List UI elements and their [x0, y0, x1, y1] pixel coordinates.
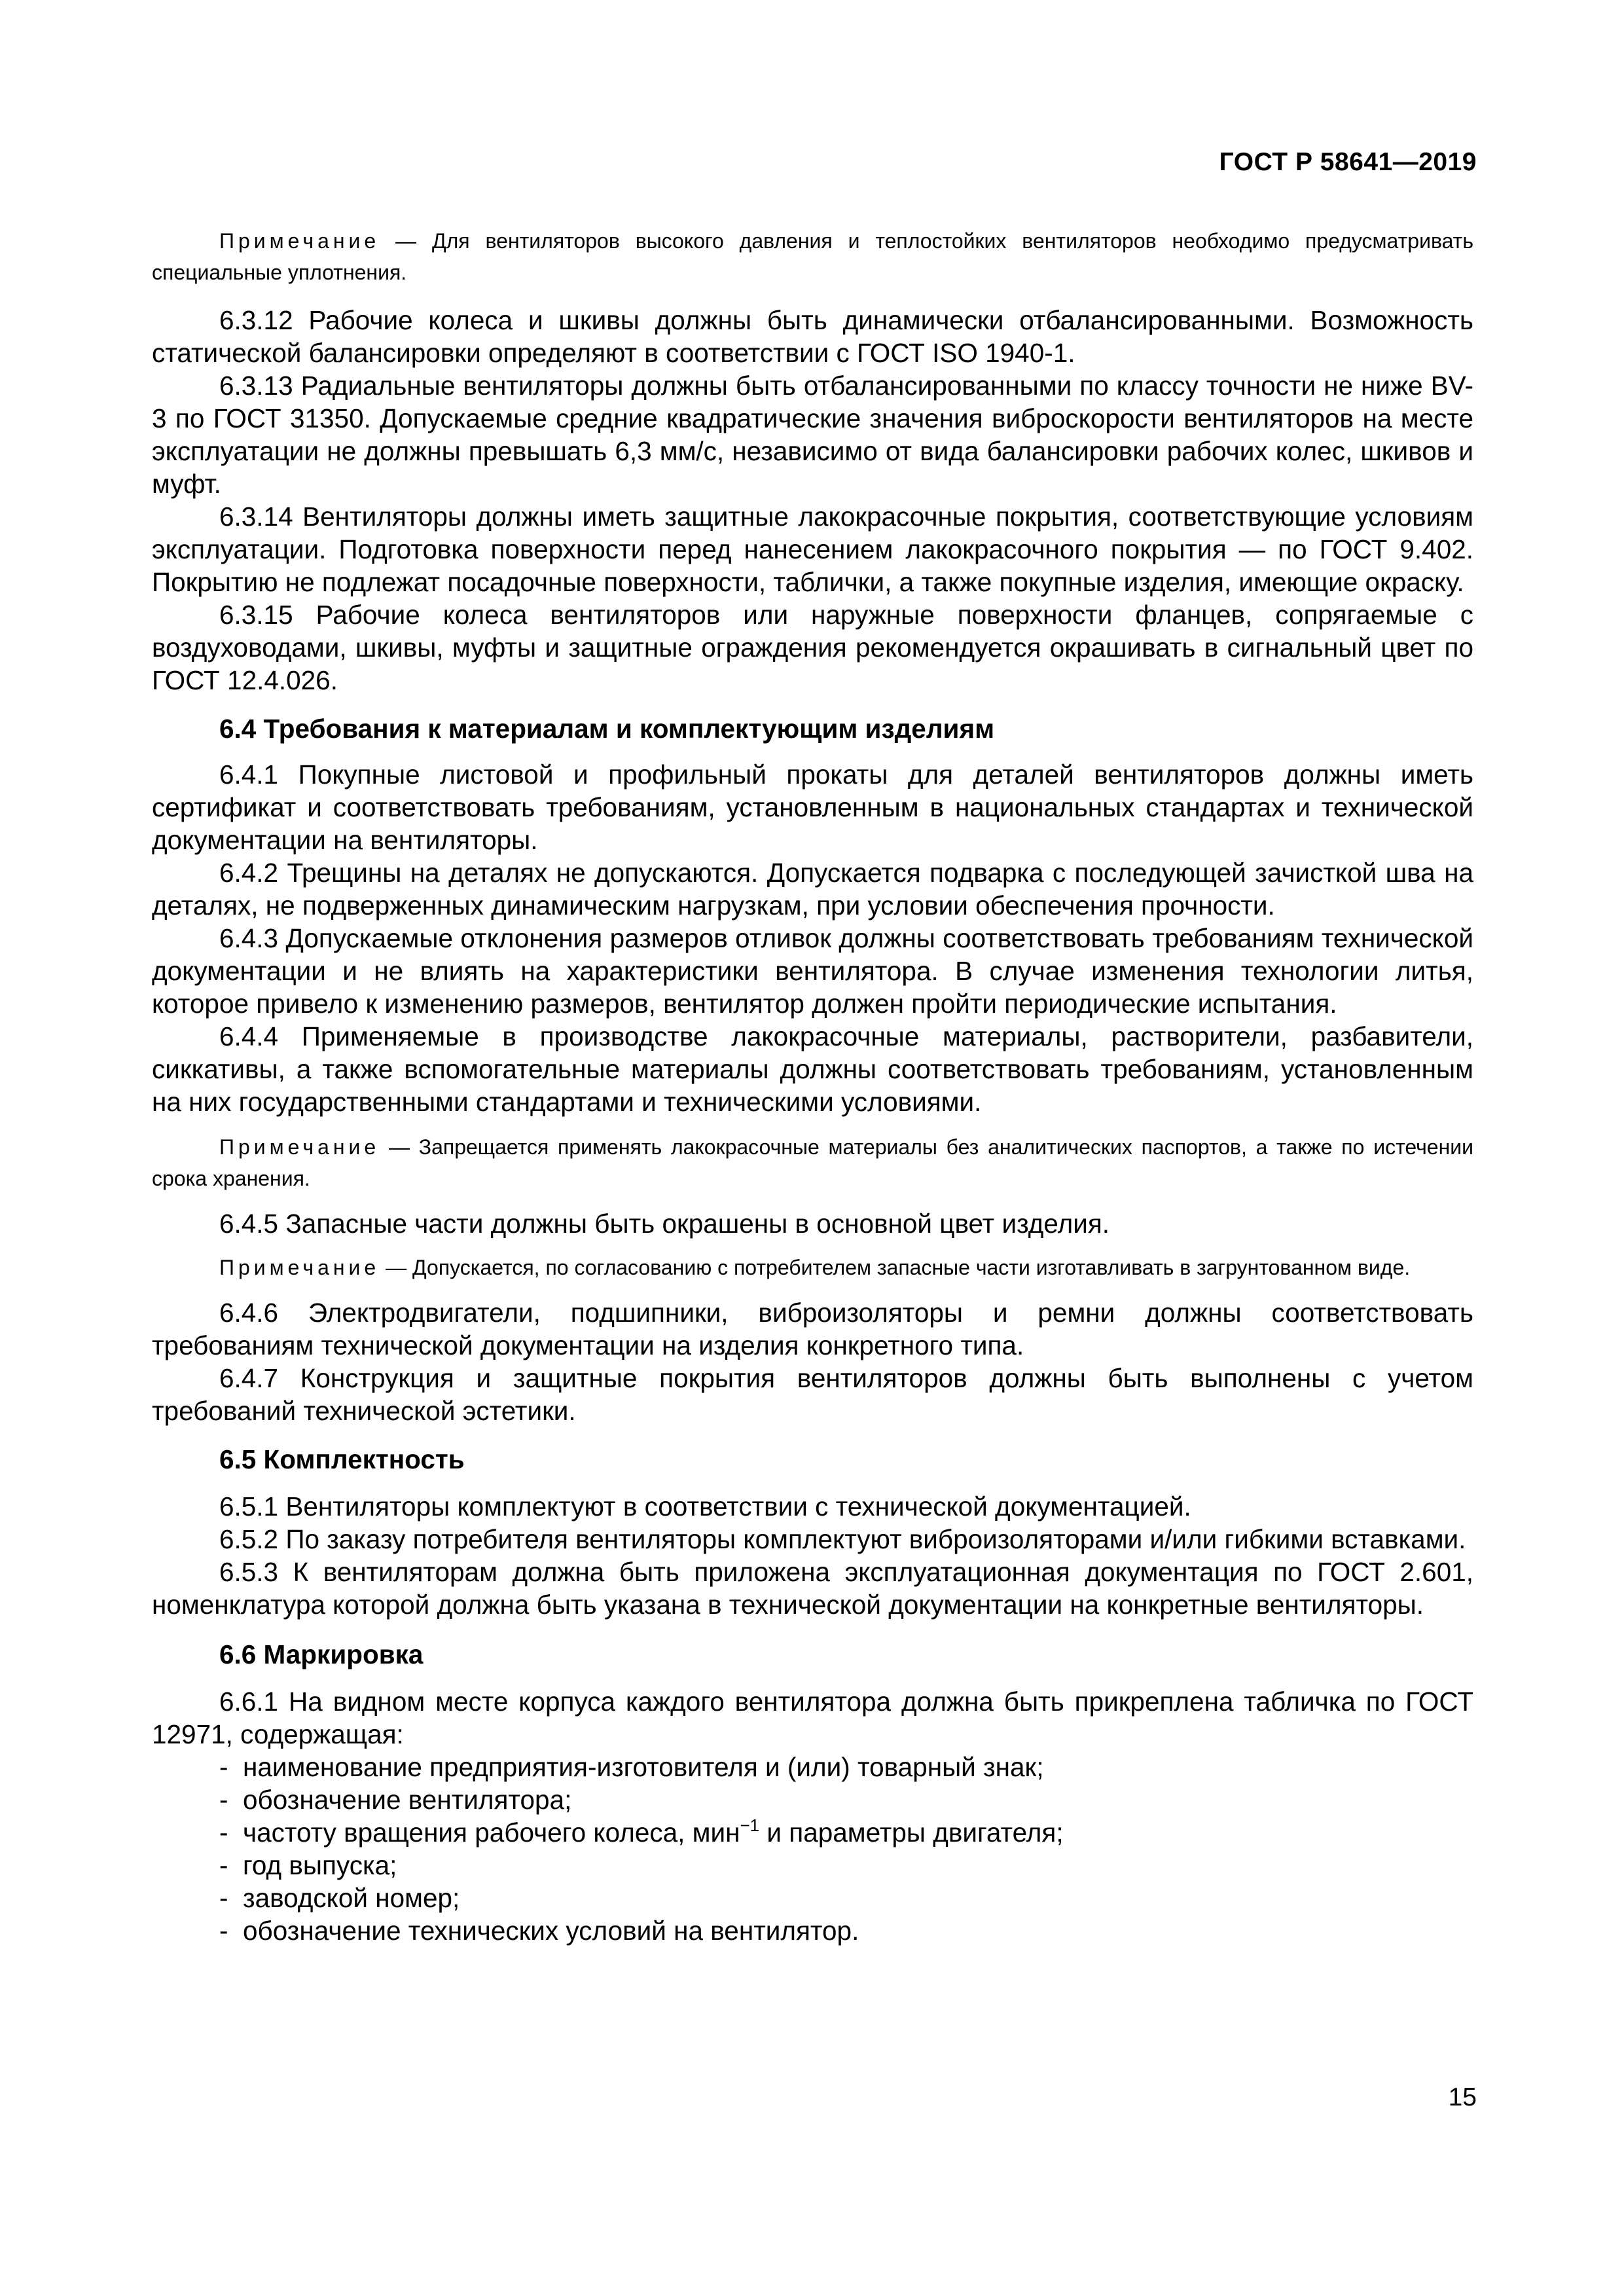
list-item [152, 1914, 1473, 1947]
body-paragraph: 6.3.15 Рабочие колеса вентиляторов или наружные поверхности фланцев, сопрягаемые с воздуховодами, шкивы, муфты и защитные ограждения рекомендуется окрашивать в сигнальный цвет по ГОСТ 12.4.026. [152, 600, 1473, 695]
list-item-text: обозначение технических условий на вентилятор. [243, 1916, 859, 1946]
body-paragraph: 6.5.2 По заказу потребителя вентиляторы комплектуют виброизоляторами и/или гибкими вставками. [219, 1524, 1466, 1554]
list-dash: - [219, 1883, 228, 1913]
list-item [152, 1751, 1473, 1783]
section-heading: 6.5 Комплектность [219, 1444, 465, 1474]
note-paragraph [152, 1252, 1473, 1283]
list-dash: - [219, 1916, 228, 1946]
body-paragraph: 6.3.13 Радиальные вентиляторы должны быть отбалансированными по классу точности не ниже BV-3 по ГОСТ 31350. Допускаемые средние квадратические значения виброскорости вентиляторов на месте эксплуатации не должны превышать 6,3 мм/с, независимо от вида балансировки рабочих колес, шкивов и муфт. [152, 371, 1473, 499]
note-text: — Для вентиляторов высокого давления и теплостойких вентиляторов необходимо предусматривать специальные уплотнения. [152, 229, 1473, 284]
note-text: — Запрещается применять лакокрасочные материалы без аналитических паспортов, а также по истечении срока хранения. [152, 1135, 1473, 1190]
list-item [152, 1882, 1473, 1914]
superscript: −1 [740, 1815, 760, 1835]
note-label: Примечание [219, 1135, 380, 1159]
body-paragraph: 6.3.14 Вентиляторы должны иметь защитные лакокрасочные покрытия, соответствующие условиям эксплуатации. Подготовка поверхности перед нанесением лакокрасочного покрытия — по ГОСТ 9.402. Покрытию не подлежат посадочные поверхности, таблички, а также покупные изделия, имеющие окраску. [152, 501, 1473, 597]
list-item-text: обозначение вентилятора; [243, 1785, 572, 1815]
list-item-text: частоту вращения рабочего колеса, мин [243, 1817, 740, 1848]
list-dash: - [219, 1785, 228, 1815]
note-paragraph [152, 225, 1473, 288]
list-dash: - [219, 1817, 228, 1848]
section-heading: 6.4 Требования к материалам и комплектующим изделиям [219, 714, 995, 744]
note-label: Примечание [219, 1256, 380, 1279]
page-number: 15 [1448, 2083, 1477, 2111]
body-paragraph: 6.6.1 На видном месте корпуса каждого вентилятора должна быть прикреплена табличка по ГОСТ 12971, содержащая: [152, 1686, 1473, 1749]
note-text: — Допускается, по согласованию с потребителем запасные части изготавливать в загрунтованном виде. [380, 1256, 1411, 1279]
list-item [152, 1849, 1473, 1882]
list-item-text: заводской номер; [243, 1883, 460, 1913]
body-paragraph: 6.4.6 Электродвигатели, подшипники, виброизоляторы и ремни должны соответствовать требованиям технической документации на изделия конкретного типа. [152, 1298, 1473, 1360]
list-dash: - [219, 1850, 228, 1880]
note-label: Примечание [219, 229, 380, 253]
body-paragraph: 6.4.4 Применяемые в производстве лакокрасочные материалы, растворители, разбавители, сиккативы, а также вспомогательные материалы должны соответствовать требованиям, установленным на них государственными стандартами и техническими условиями. [152, 1021, 1473, 1117]
list-item-tail: и параметры двигателя; [759, 1817, 1064, 1848]
body-paragraph: 6.4.2 Трещины на деталях не допускаются. Допускается подварка с последующей зачисткой шва на деталях, не подверженных динамическим нагрузкам, при условии обеспечения прочности. [152, 858, 1473, 920]
section-heading: 6.6 Маркировка [219, 1639, 424, 1669]
body-paragraph: 6.5.1 Вентиляторы комплектуют в соответствии с технической документацией. [219, 1491, 1191, 1522]
list-item [152, 1816, 1473, 1849]
list-item [152, 1783, 1473, 1816]
body-paragraph: 6.4.3 Допускаемые отклонения размеров отливок должны соответствовать требованиям технической документации и не влиять на характеристики вентилятора. В случае изменения технологии литья, которое привело к изменению размеров, вентилятор должен пройти периодические испытания. [152, 923, 1473, 1019]
body-paragraph: 6.4.5 Запасные части должны быть окрашены в основной цвет изделия. [219, 1209, 1110, 1239]
list-dash: - [219, 1752, 228, 1782]
list-item-text: наименование предприятия-изготовителя и (или) товарный знак; [243, 1752, 1044, 1782]
document-header: ГОСТ Р 58641—2019 [1219, 148, 1477, 176]
list-item-text: год выпуска; [243, 1850, 397, 1880]
document-body [152, 225, 1473, 1947]
body-paragraph: 6.5.3 К вентиляторам должна быть приложена эксплуатационная документация по ГОСТ 2.601, номенклатура которой должна быть указана в технической документации на конкретные вентиляторы. [152, 1557, 1473, 1620]
body-paragraph: 6.3.12 Рабочие колеса и шкивы должны быть динамически отбалансированными. Возможность статической балансировки определяют в соответствии с ГОСТ ISO 1940-1. [152, 305, 1473, 368]
body-paragraph: 6.4.1 Покупные листовой и профильный прокаты для деталей вентиляторов должны иметь сертификат и соответствовать требованиям, установленным в национальных стандартах и технической документации на вентиляторы. [152, 759, 1473, 855]
note-paragraph [152, 1131, 1473, 1194]
body-paragraph: 6.4.7 Конструкция и защитные покрытия вентиляторов должны быть выполнены с учетом требований технической эстетики. [152, 1363, 1473, 1426]
